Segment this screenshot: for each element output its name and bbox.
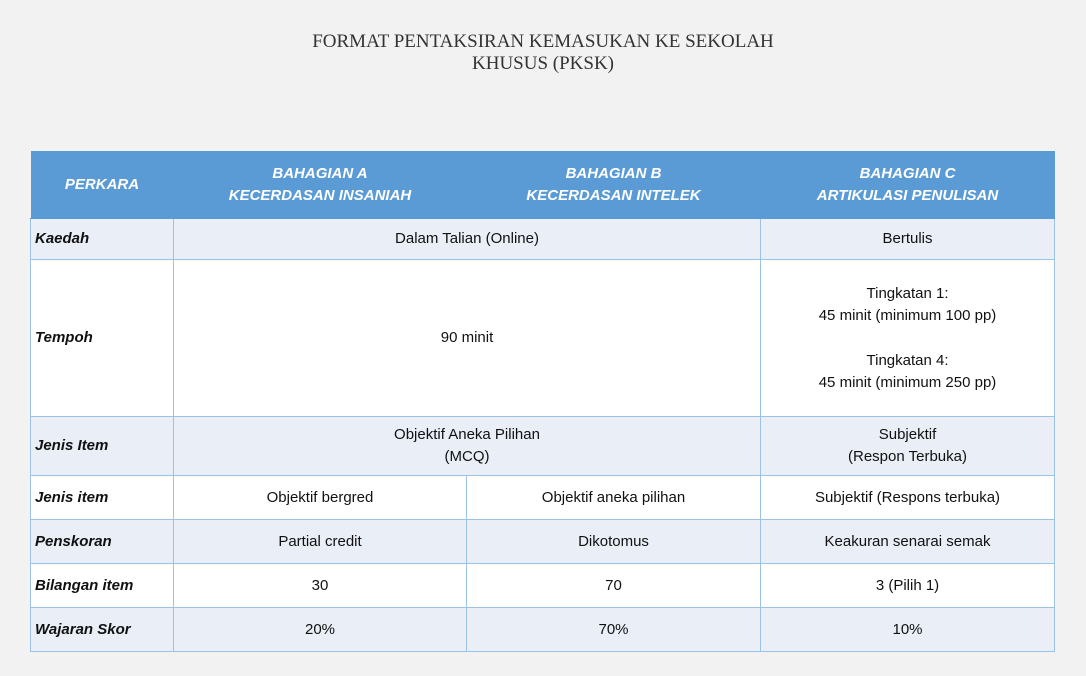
title-line-2: KHUSUS (PKSK)	[472, 53, 614, 74]
table-header-row	[31, 151, 1055, 219]
jenis-item-1-ab-line-1: Objektif Aneka Pilihan	[394, 426, 540, 443]
header-bahagian-b	[467, 151, 761, 219]
cell-jenis-item-2-c: Subjektif (Respons terbuka)	[761, 476, 1055, 520]
table-row-bilangan-item	[31, 564, 1055, 608]
jenis-item-1-ab-line-2: (MCQ)	[444, 448, 490, 465]
cell-wajaran-skor-b: 70%	[467, 608, 761, 652]
header-perkara: PERKARA	[31, 151, 174, 219]
cell-bilangan-item-a: 30	[174, 564, 467, 608]
cell-wajaran-skor-a: 20%	[174, 608, 467, 652]
cell-kaedah-ab: Dalam Talian (Online)	[174, 219, 761, 260]
cell-bilangan-item-c: 3 (Pilih 1)	[761, 564, 1055, 608]
table-row-kaedah	[31, 219, 1055, 260]
cell-jenis-item-1-c	[761, 417, 1055, 476]
tempoh-t4-line-1: Tingkatan 4:	[866, 351, 949, 369]
label-bilangan-item: Bilangan item	[31, 564, 174, 608]
header-c-line-2: ARTIKULASI PENULISAN	[816, 186, 999, 204]
label-tempoh: Tempoh	[31, 260, 174, 417]
header-bahagian-c	[761, 151, 1055, 219]
cell-penskoran-c: Keakuran senarai semak	[761, 520, 1055, 564]
cell-jenis-item-1-ab	[174, 417, 761, 476]
pksk-format-table	[30, 151, 1055, 652]
header-b-line-2: KECERDASAN INTELEK	[526, 186, 701, 204]
tempoh-t4-line-2: 45 minit (minimum 250 pp)	[818, 373, 997, 391]
header-a-line-2: KECERDASAN INSANIAH	[228, 186, 412, 204]
tempoh-t1-line-2: 45 minit (minimum 100 pp)	[818, 306, 997, 324]
header-bahagian-a	[174, 151, 467, 219]
title-line-1: FORMAT PENTAKSIRAN KEMASUKAN KE SEKOLAH	[312, 31, 774, 52]
cell-penskoran-a: Partial credit	[174, 520, 467, 564]
cell-jenis-item-2-a: Objektif bergred	[174, 476, 467, 520]
label-penskoran: Penskoran	[31, 520, 174, 564]
cell-wajaran-skor-c: 10%	[761, 608, 1055, 652]
tempoh-t1-line-1: Tingkatan 1:	[866, 284, 949, 302]
cell-bilangan-item-b: 70	[467, 564, 761, 608]
table-row-wajaran-skor	[31, 608, 1055, 652]
jenis-item-1-c-line-1: Subjektif	[878, 426, 937, 443]
cell-tempoh-c	[761, 260, 1055, 417]
label-jenis-item-1: Jenis Item	[31, 417, 174, 476]
table-row-tempoh	[31, 260, 1055, 417]
label-kaedah: Kaedah	[31, 219, 174, 260]
cell-jenis-item-2-b: Objektif aneka pilihan	[467, 476, 761, 520]
jenis-item-1-c-line-2: (Respon Terbuka)	[848, 448, 967, 465]
cell-kaedah-c: Bertulis	[761, 219, 1055, 260]
label-jenis-item-2: Jenis item	[31, 476, 174, 520]
cell-penskoran-b: Dikotomus	[467, 520, 761, 564]
table-row-penskoran	[31, 520, 1055, 564]
header-a-line-1: BAHAGIAN A	[272, 164, 368, 182]
header-b-line-1: BAHAGIAN B	[565, 164, 662, 182]
header-c-line-1: BAHAGIAN C	[859, 164, 956, 182]
tempoh-spacer	[765, 327, 1050, 350]
label-wajaran-skor: Wajaran Skor	[31, 608, 174, 652]
table-row-jenis-item-2	[31, 476, 1055, 520]
table-row-jenis-item-1	[31, 417, 1055, 476]
page-title	[0, 31, 1086, 75]
cell-tempoh-ab: 90 minit	[174, 260, 761, 417]
